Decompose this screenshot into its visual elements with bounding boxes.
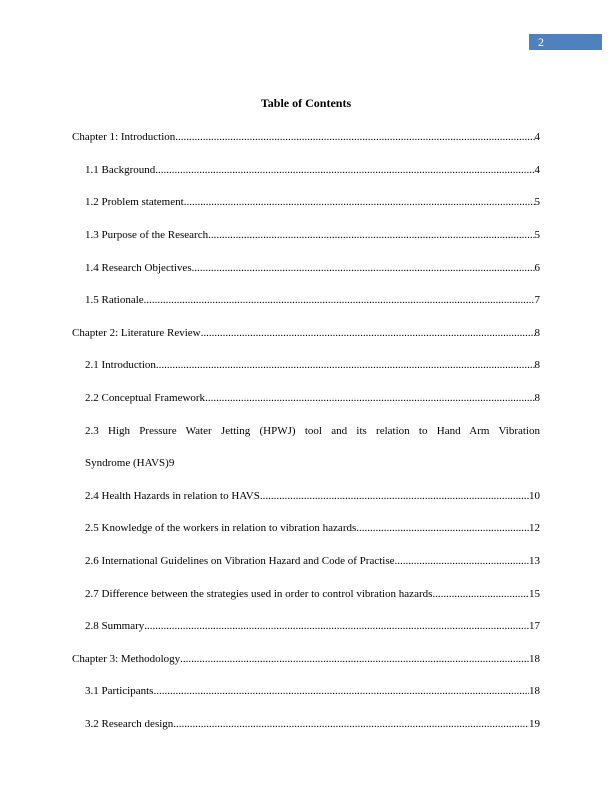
table-of-contents [72,121,540,740]
dot-leader [260,490,529,502]
toc-entry-label: 1.1 Background [85,163,156,176]
toc-entry-page: 4 [534,163,540,176]
toc-entry-label: 1.5 Rationale [85,294,144,307]
toc-entry-label: 1.4 Research Objectives [85,261,192,274]
dot-leader [205,392,534,404]
toc-title: Table of Contents [260,96,352,110]
toc-entry[interactable] [72,251,540,284]
toc-entry-label: 2.1 Introduction [85,359,156,372]
toc-entry-page: 10 [529,489,540,502]
toc-entry-label: 1.3 Purpose of the Research [85,229,209,242]
dot-leader [432,588,529,600]
toc-entry[interactable] [72,219,540,252]
toc-entry[interactable] [72,675,540,708]
toc-entry-page: 15 [529,587,540,600]
toc-entry[interactable] [72,610,540,643]
toc-entry-page: 9 [168,457,175,470]
toc-entry[interactable] [72,480,540,513]
toc-entry-label: Chapter 2: Literature Review [72,326,201,339]
dot-leader [395,555,530,567]
toc-entry-page: 17 [529,620,540,633]
toc-entry[interactable] [72,284,540,317]
toc-entry-label: 2.4 Health Hazards in relation to HAVS [85,489,260,502]
toc-entry-page: 12 [529,522,540,535]
toc-entry[interactable] [72,317,540,350]
toc-entry[interactable] [72,577,540,610]
toc-entry[interactable] [72,154,540,187]
toc-entry-label: 2.7 Difference between the strategies used in order to control vibration hazards [85,587,433,600]
dot-leader [144,620,529,632]
toc-entry-page: 18 [529,652,540,665]
toc-entry-label: 2.2 Conceptual Framework [85,392,206,405]
toc-entry-page: 4 [534,131,540,144]
toc-entry[interactable] [72,708,540,741]
page-number-badge: 2 [529,34,602,50]
dot-leader [153,685,529,697]
toc-entry[interactable] [72,121,540,154]
toc-entry-label: 2.3 High Pressure Water Jetting (HPWJ) tool and its relation to Hand Arm Vibration [85,424,540,437]
toc-entry-page: 19 [529,717,540,730]
toc-entry-label: Chapter 1: Introduction [72,131,176,144]
toc-entry-label: 3.1 Participants [85,685,154,698]
dot-leader [155,164,534,176]
dot-leader [184,196,535,208]
toc-entry-page: 5 [534,196,540,209]
toc-entry-page: 8 [534,326,540,339]
dot-leader [173,718,529,730]
toc-entry-page: 6 [534,261,540,274]
toc-entry-label: 2.6 International Guidelines on Vibration Hazard and Code of Practise [85,555,395,568]
toc-entry-page: 18 [529,685,540,698]
dot-leader [192,262,535,274]
dot-leader [180,653,529,665]
toc-entry-page: 8 [534,392,540,405]
toc-entry[interactable] [72,512,540,545]
toc-entry-label: 2.5 Knowledge of the workers in relation to vibration hazards [85,522,357,535]
toc-entry-label-continued: Syndrome (HAVS) [85,457,169,470]
dot-leader [201,327,535,339]
toc-entry-label: 2.8 Summary [85,620,145,633]
toc-entry[interactable] [72,349,540,382]
toc-entry-page: 7 [534,294,540,307]
toc-entry[interactable] [72,545,540,578]
dot-leader [144,294,535,306]
toc-entry-page: 13 [529,555,540,568]
toc-entry-label: 1.2 Problem statement [85,196,184,209]
toc-entry-label: Chapter 3: Methodology [72,652,181,665]
toc-entry[interactable] [72,414,540,479]
toc-entry-page: 5 [534,229,540,242]
toc-entry[interactable] [72,643,540,676]
dot-leader [175,131,534,143]
dot-leader [356,522,529,534]
dot-leader [208,229,534,241]
toc-entry-page: 8 [534,359,540,372]
toc-entry[interactable] [72,186,540,219]
toc-entry-label: 3.2 Research design [85,717,174,730]
dot-leader [156,359,535,371]
toc-entry[interactable] [72,382,540,415]
